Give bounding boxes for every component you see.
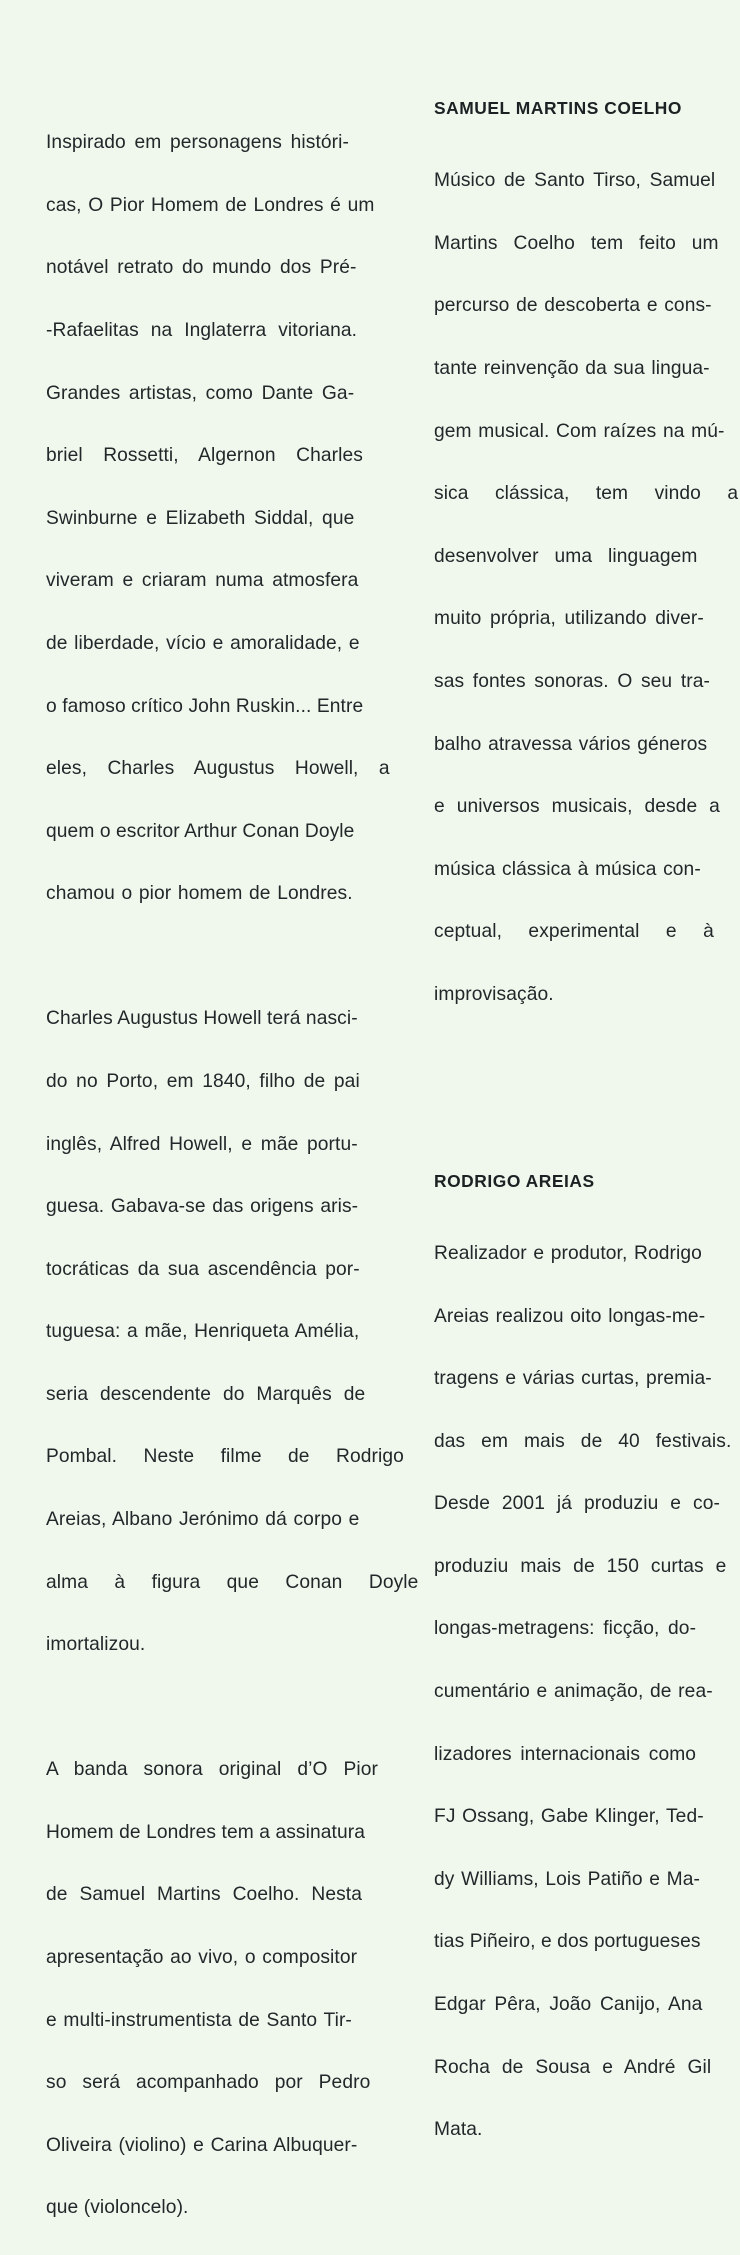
text-line: o famoso crítico John Ruskin... Entre <box>46 695 364 717</box>
text-line: seria descendente do Marquês de <box>46 1383 366 1405</box>
paragraph-rodrigo-areias-bio <box>434 1207 732 2177</box>
text-line: Charles Augustus Howell terá nasci- <box>46 1008 358 1030</box>
paragraph-soundtrack <box>46 1723 378 2255</box>
text-line: alma à figura que Conan Doyle <box>46 1571 419 1593</box>
text-line: sas fontes sonoras. O seu tra- <box>434 671 711 693</box>
text-line: improvisação. <box>434 984 554 1006</box>
text-line: gem musical. Com raízes na mú- <box>434 420 725 442</box>
paragraph-film-description <box>46 96 390 941</box>
text-line: muito própria, utilizando diver- <box>434 608 704 630</box>
text-line: sica clássica, tem vindo a <box>434 483 739 505</box>
text-line: eles, Charles Augustus Howell, a <box>46 758 390 780</box>
text-line: música clássica à música con- <box>434 858 701 880</box>
text-line: tuguesa: a mãe, Henriqueta Amélia, <box>46 1321 360 1343</box>
text-line: ceptual, experimental e à <box>434 921 714 943</box>
text-line: dy Williams, Lois Patiño e Ma- <box>434 1868 700 1890</box>
text-line: produziu mais de 150 curtas e <box>434 1555 727 1577</box>
text-line: cas, O Pior Homem de Londres é um <box>46 194 375 216</box>
text-line: so será acompanhado por Pedro <box>46 2072 371 2094</box>
text-line: A banda sonora original d’O Pior <box>46 1759 378 1781</box>
text-line: tias Piñeiro, e dos portugueses <box>434 1931 701 1953</box>
section-heading-samuel-martins-coelho: SAMUEL MARTINS COELHO <box>434 98 682 118</box>
text-line: Martins Coelho tem feito um <box>434 232 719 254</box>
text-line: briel Rossetti, Algernon Charles <box>46 445 363 467</box>
text-line: percurso de descoberta e cons- <box>434 295 712 317</box>
text-line: Músico de Santo Tirso, Samuel <box>434 170 716 192</box>
paragraph-howell-biography <box>46 972 419 1692</box>
text-line: Homem de Londres tem a assinatura <box>46 1821 365 1843</box>
text-line: longas-metragens: ficção, do- <box>434 1618 697 1640</box>
text-line: lizadores internacionais como <box>434 1743 697 1765</box>
text-line: cumentário e animação, de rea- <box>434 1681 713 1703</box>
text-line: FJ Ossang, Gabe Klinger, Ted- <box>434 1806 704 1828</box>
text-line: chamou o pior homem de Londres. <box>46 883 353 905</box>
text-line: que (violoncelo). <box>46 2197 189 2219</box>
text-line: Realizador e produtor, Rodrigo <box>434 1242 702 1264</box>
text-line: Inspirado em personagens históri- <box>46 132 349 154</box>
left-text-column <box>46 96 419 2255</box>
section-spacer <box>434 1073 701 1169</box>
text-line: das em mais de 40 festivais. <box>434 1430 732 1452</box>
text-line: viveram e criaram numa atmosfera <box>46 570 359 592</box>
text-line: Swinburne e Elizabeth Siddal, que <box>46 507 355 529</box>
text-line: tocráticas da sua ascendência por- <box>46 1258 360 1280</box>
text-line: tragens e várias curtas, premia- <box>434 1368 712 1390</box>
text-line: quem o escritor Arthur Conan Doyle <box>46 820 355 842</box>
right-text-column <box>434 96 739 2177</box>
text-line: tante reinvenção da sua lingua- <box>434 358 710 380</box>
section-heading-rodrigo-areias: RODRIGO AREIAS <box>434 1170 595 1191</box>
text-line: e universos musicais, desde a <box>434 796 720 818</box>
text-line: inglês, Alfred Howell, e mãe portu- <box>46 1133 358 1155</box>
text-line: de liberdade, vício e amoralidade, e <box>46 633 360 655</box>
text-line: Edgar Pêra, João Canijo, Ana <box>434 1994 703 2016</box>
text-line: notável retrato do mundo dos Pré- <box>46 257 357 279</box>
text-line: Grandes artistas, como Dante Ga- <box>46 382 355 404</box>
text-line: do no Porto, em 1840, filho de pai <box>46 1070 360 1092</box>
text-line: Areias, Albano Jerónimo dá corpo e <box>46 1509 360 1531</box>
text-line: guesa. Gabava-se das origens aris- <box>46 1196 359 1218</box>
text-line: Areias realizou oito longas-me- <box>434 1305 706 1327</box>
text-line: -Rafaelitas na Inglaterra vitoriana. <box>46 320 358 342</box>
text-line: Rocha de Sousa e André Gil <box>434 2056 712 2078</box>
text-line: desenvolver uma linguagem <box>434 545 698 567</box>
text-line: de Samuel Martins Coelho. Nesta <box>46 1884 362 1906</box>
text-line: Mata. <box>434 2119 483 2141</box>
text-line: balho atravessa vários géneros <box>434 733 708 755</box>
text-line: Pombal. Neste filme de Rodrigo <box>46 1446 404 1468</box>
text-line: e multi-instrumentista de Santo Tir- <box>46 2009 352 2031</box>
text-line: Desde 2001 já produziu e co- <box>434 1493 720 1515</box>
text-line: Oliveira (violino) e Carina Albuquer- <box>46 2134 358 2156</box>
text-line: apresentação ao vivo, o compositor <box>46 1946 358 1968</box>
text-line: imortalizou. <box>46 1634 146 1656</box>
paragraph-samuel-martins-coelho-bio <box>434 134 739 1042</box>
